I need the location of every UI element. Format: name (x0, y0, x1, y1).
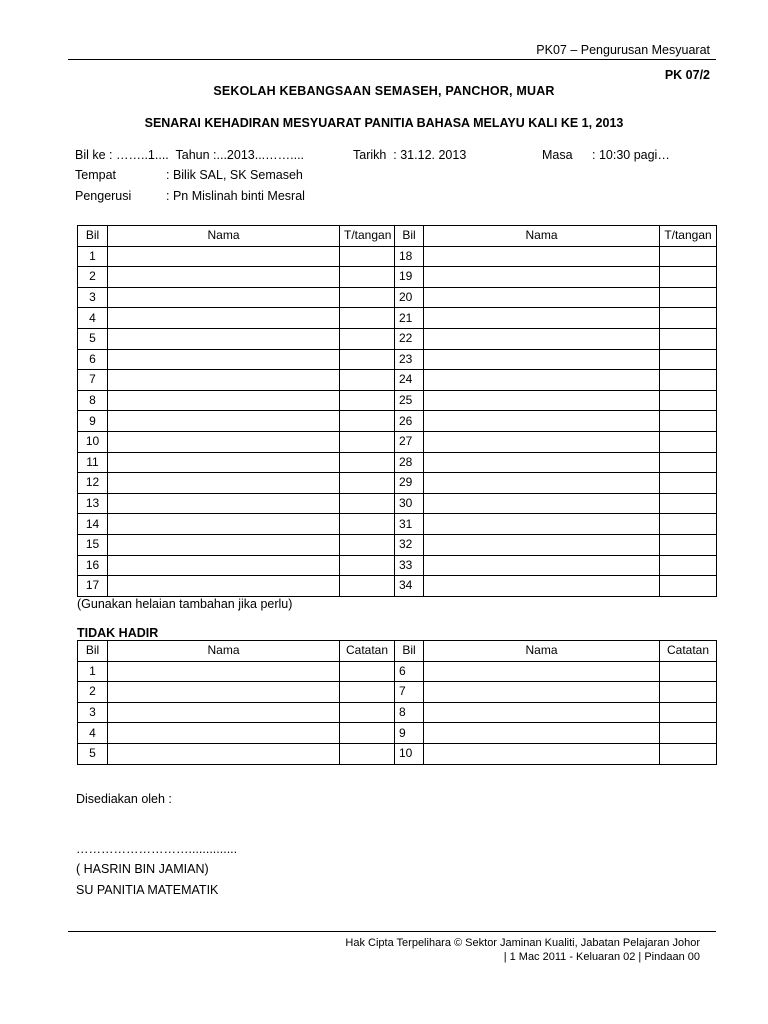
attendance-signature-cell[interactable] (340, 452, 395, 473)
attendance-row-number: 16 (78, 555, 108, 576)
absent-row-number: 9 (395, 723, 424, 744)
attendance-header-cell: Bil (395, 226, 424, 247)
extra-sheet-note: (Gunakan helaian tambahan jika perlu) (77, 597, 293, 611)
absent-row-number: 8 (395, 702, 424, 723)
attendance-name-cell[interactable] (424, 431, 660, 452)
attendance-signature-cell[interactable] (660, 411, 717, 432)
attendance-signature-cell[interactable] (660, 473, 717, 494)
attendance-signature-cell[interactable] (340, 514, 395, 535)
absent-remarks-cell[interactable] (340, 723, 395, 744)
attendance-name-cell[interactable] (108, 411, 340, 432)
attendance-signature-cell[interactable] (340, 411, 395, 432)
absent-row-number: 10 (395, 743, 424, 764)
attendance-row (78, 555, 717, 576)
attendance-signature-cell[interactable] (660, 534, 717, 555)
attendance-signature-cell[interactable] (660, 493, 717, 514)
attendance-row-number: 12 (78, 473, 108, 494)
signature-line: ……………………….............. (76, 842, 238, 856)
meeting-date: Tarikh : 31.12. 2013 (353, 148, 467, 162)
attendance-row-number: 19 (395, 267, 424, 288)
attendance-row-number: 13 (78, 493, 108, 514)
attendance-name-cell[interactable] (108, 493, 340, 514)
attendance-name-cell[interactable] (108, 534, 340, 555)
attendance-row-number: 32 (395, 534, 424, 555)
attendance-name-cell[interactable] (108, 370, 340, 391)
attendance-row-number: 11 (78, 452, 108, 473)
absent-row-number: 4 (78, 723, 108, 744)
absent-remarks-cell[interactable] (340, 702, 395, 723)
absent-name-cell[interactable] (108, 702, 340, 723)
absent-row (78, 723, 717, 744)
attendance-signature-cell[interactable] (340, 267, 395, 288)
attendance-signature-cell[interactable] (340, 473, 395, 494)
time-label: Masa (542, 148, 573, 162)
attendance-name-cell[interactable] (424, 411, 660, 432)
attendance-row-number: 15 (78, 534, 108, 555)
attendance-name-cell[interactable] (424, 390, 660, 411)
attendance-name-cell[interactable] (108, 555, 340, 576)
attendance-signature-cell[interactable] (660, 514, 717, 535)
attendance-row (78, 287, 717, 308)
attendance-name-cell[interactable] (424, 514, 660, 535)
attendance-row-number: 8 (78, 390, 108, 411)
absent-remarks-cell[interactable] (660, 743, 717, 764)
absent-name-cell[interactable] (424, 723, 660, 744)
attendance-row-number: 2 (78, 267, 108, 288)
attendance-header-cell: Bil (78, 226, 108, 247)
attendance-signature-cell[interactable] (340, 246, 395, 267)
attendance-signature-cell[interactable] (340, 390, 395, 411)
attendance-row-number: 28 (395, 452, 424, 473)
attendance-row (78, 349, 717, 370)
attendance-name-cell[interactable] (424, 576, 660, 597)
attendance-row-number: 6 (78, 349, 108, 370)
attendance-name-cell[interactable] (108, 328, 340, 349)
attendance-row (78, 576, 717, 597)
attendance-name-cell[interactable] (424, 452, 660, 473)
attendance-name-cell[interactable] (108, 390, 340, 411)
attendance-name-cell[interactable] (108, 246, 340, 267)
footer-copyright: Hak Cipta Terpelihara © Sektor Jaminan Kualiti, Jabatan Pelajaran Johor (345, 937, 700, 949)
attendance-signature-cell[interactable] (660, 576, 717, 597)
attendance-signature-cell[interactable] (340, 370, 395, 391)
attendance-header-row (78, 226, 717, 247)
attendance-name-cell[interactable] (424, 370, 660, 391)
absent-row-number: 1 (78, 661, 108, 682)
chair-value: : Pn Mislinah binti Mesral (166, 189, 305, 203)
attendance-row (78, 267, 717, 288)
attendance-name-cell[interactable] (108, 287, 340, 308)
attendance-row-number: 9 (78, 411, 108, 432)
venue-label: Tempat (75, 168, 116, 182)
absent-row (78, 661, 717, 682)
attendance-name-cell[interactable] (424, 534, 660, 555)
form-code: PK 07/2 (664, 68, 710, 82)
absent-name-cell[interactable] (424, 743, 660, 764)
absent-row-number: 5 (78, 743, 108, 764)
attendance-row-number: 22 (395, 328, 424, 349)
header-divider (68, 59, 716, 60)
time-value: : 10:30 pagi… (592, 148, 670, 162)
attendance-row-number: 20 (395, 287, 424, 308)
absent-remarks-cell[interactable] (340, 682, 395, 703)
attendance-name-cell[interactable] (108, 473, 340, 494)
attendance-signature-cell[interactable] (660, 287, 717, 308)
footer-divider (68, 931, 716, 932)
attendance-name-cell[interactable] (108, 267, 340, 288)
attendance-signature-cell[interactable] (340, 349, 395, 370)
absent-name-cell[interactable] (108, 743, 340, 764)
attendance-signature-cell[interactable] (660, 349, 717, 370)
absent-row-number: 6 (395, 661, 424, 682)
absent-name-cell[interactable] (424, 702, 660, 723)
absent-row (78, 743, 717, 764)
absent-name-cell[interactable] (108, 682, 340, 703)
absent-table (77, 640, 717, 765)
absent-name-cell[interactable] (108, 661, 340, 682)
attendance-row (78, 452, 717, 473)
attendance-header-cell: T/tangan (660, 226, 717, 247)
attendance-name-cell[interactable] (424, 555, 660, 576)
absent-header-row (78, 641, 717, 662)
attendance-name-cell[interactable] (108, 349, 340, 370)
footer-revision: | 1 Mac 2011 - Keluaran 02 | Pindaan 00 (503, 951, 700, 963)
attendance-row-number: 33 (395, 555, 424, 576)
absent-header-cell: Nama (108, 641, 340, 662)
attendance-signature-cell[interactable] (340, 555, 395, 576)
document-title: SENARAI KEHADIRAN MESYUARAT PANITIA BAHASA MELAYU KALI KE 1, 2013 (144, 116, 624, 130)
attendance-row-number: 4 (78, 308, 108, 329)
attendance-name-cell[interactable] (108, 576, 340, 597)
absent-header-cell: Nama (424, 641, 660, 662)
absent-name-cell[interactable] (424, 682, 660, 703)
absent-remarks-cell[interactable] (660, 661, 717, 682)
attendance-signature-cell[interactable] (660, 431, 717, 452)
absent-header-cell: Catatan (340, 641, 395, 662)
attendance-name-cell[interactable] (424, 493, 660, 514)
attendance-row-number: 24 (395, 370, 424, 391)
attendance-row (78, 431, 717, 452)
absent-header-cell: Catatan (660, 641, 717, 662)
attendance-row-number: 1 (78, 246, 108, 267)
attendance-row (78, 390, 717, 411)
attendance-row-number: 7 (78, 370, 108, 391)
school-name: SEKOLAH KEBANGSAAN SEMASEH, PANCHOR, MUAR (213, 84, 555, 98)
attendance-signature-cell[interactable] (340, 328, 395, 349)
absent-remarks-cell[interactable] (660, 682, 717, 703)
absent-header-cell: Bil (395, 641, 424, 662)
attendance-signature-cell[interactable] (660, 390, 717, 411)
attendance-table (77, 225, 717, 597)
absent-header-cell: Bil (78, 641, 108, 662)
attendance-signature-cell[interactable] (660, 328, 717, 349)
attendance-row-number: 31 (395, 514, 424, 535)
attendance-row (78, 328, 717, 349)
attendance-signature-cell[interactable] (340, 493, 395, 514)
attendance-name-cell[interactable] (424, 349, 660, 370)
attendance-name-cell[interactable] (108, 308, 340, 329)
preparer-position: SU PANITIA MATEMATIK (76, 883, 219, 897)
attendance-row (78, 246, 717, 267)
attendance-row (78, 370, 717, 391)
attendance-row (78, 514, 717, 535)
attendance-header-cell: Nama (424, 226, 660, 247)
attendance-signature-cell[interactable] (340, 431, 395, 452)
venue-value: : Bilik SAL, SK Semaseh (166, 168, 303, 182)
absent-row-number: 7 (395, 682, 424, 703)
attendance-signature-cell[interactable] (660, 452, 717, 473)
attendance-row-number: 34 (395, 576, 424, 597)
attendance-row-number: 25 (395, 390, 424, 411)
attendance-row-number: 18 (395, 246, 424, 267)
attendance-name-cell[interactable] (424, 328, 660, 349)
attendance-header-cell: Nama (108, 226, 340, 247)
attendance-row-number: 3 (78, 287, 108, 308)
attendance-row-number: 29 (395, 473, 424, 494)
attendance-signature-cell[interactable] (660, 555, 717, 576)
attendance-name-cell[interactable] (424, 287, 660, 308)
absent-name-cell[interactable] (424, 661, 660, 682)
chair-label: Pengerusi (75, 189, 132, 203)
attendance-row-number: 30 (395, 493, 424, 514)
absent-row (78, 702, 717, 723)
attendance-row (78, 411, 717, 432)
absent-section-title: TIDAK HADIR (77, 626, 159, 640)
absent-remarks-cell[interactable] (340, 743, 395, 764)
attendance-signature-cell[interactable] (340, 308, 395, 329)
attendance-signature-cell[interactable] (340, 287, 395, 308)
attendance-name-cell[interactable] (108, 431, 340, 452)
attendance-signature-cell[interactable] (660, 267, 717, 288)
attendance-signature-cell[interactable] (340, 576, 395, 597)
preparer-name: ( HASRIN BIN JAMIAN) (76, 862, 209, 876)
attendance-name-cell[interactable] (424, 246, 660, 267)
attendance-row-number: 21 (395, 308, 424, 329)
attendance-name-cell[interactable] (108, 452, 340, 473)
attendance-signature-cell[interactable] (660, 370, 717, 391)
header-doc-ref: PK07 – Pengurusan Mesyuarat (536, 43, 710, 57)
attendance-signature-cell[interactable] (660, 246, 717, 267)
attendance-signature-cell[interactable] (660, 308, 717, 329)
attendance-row (78, 473, 717, 494)
absent-name-cell[interactable] (108, 723, 340, 744)
meeting-number: Bil ke : ……..1.... Tahun :...2013...…….... (75, 148, 305, 162)
attendance-row-number: 26 (395, 411, 424, 432)
absent-remarks-cell[interactable] (660, 702, 717, 723)
attendance-row-number: 27 (395, 431, 424, 452)
absent-row-number: 3 (78, 702, 108, 723)
attendance-row-number: 10 (78, 431, 108, 452)
attendance-name-cell[interactable] (108, 514, 340, 535)
absent-remarks-cell[interactable] (660, 723, 717, 744)
attendance-row-number: 5 (78, 328, 108, 349)
absent-row (78, 682, 717, 703)
attendance-row-number: 17 (78, 576, 108, 597)
attendance-row (78, 534, 717, 555)
attendance-row (78, 308, 717, 329)
attendance-header-cell: T/tangan (340, 226, 395, 247)
attendance-name-cell[interactable] (424, 267, 660, 288)
prepared-by-label: Disediakan oleh : (76, 792, 172, 806)
attendance-name-cell[interactable] (424, 473, 660, 494)
attendance-row-number: 23 (395, 349, 424, 370)
attendance-row-number: 14 (78, 514, 108, 535)
attendance-name-cell[interactable] (424, 308, 660, 329)
attendance-row (78, 493, 717, 514)
absent-row-number: 2 (78, 682, 108, 703)
absent-remarks-cell[interactable] (340, 661, 395, 682)
attendance-signature-cell[interactable] (340, 534, 395, 555)
